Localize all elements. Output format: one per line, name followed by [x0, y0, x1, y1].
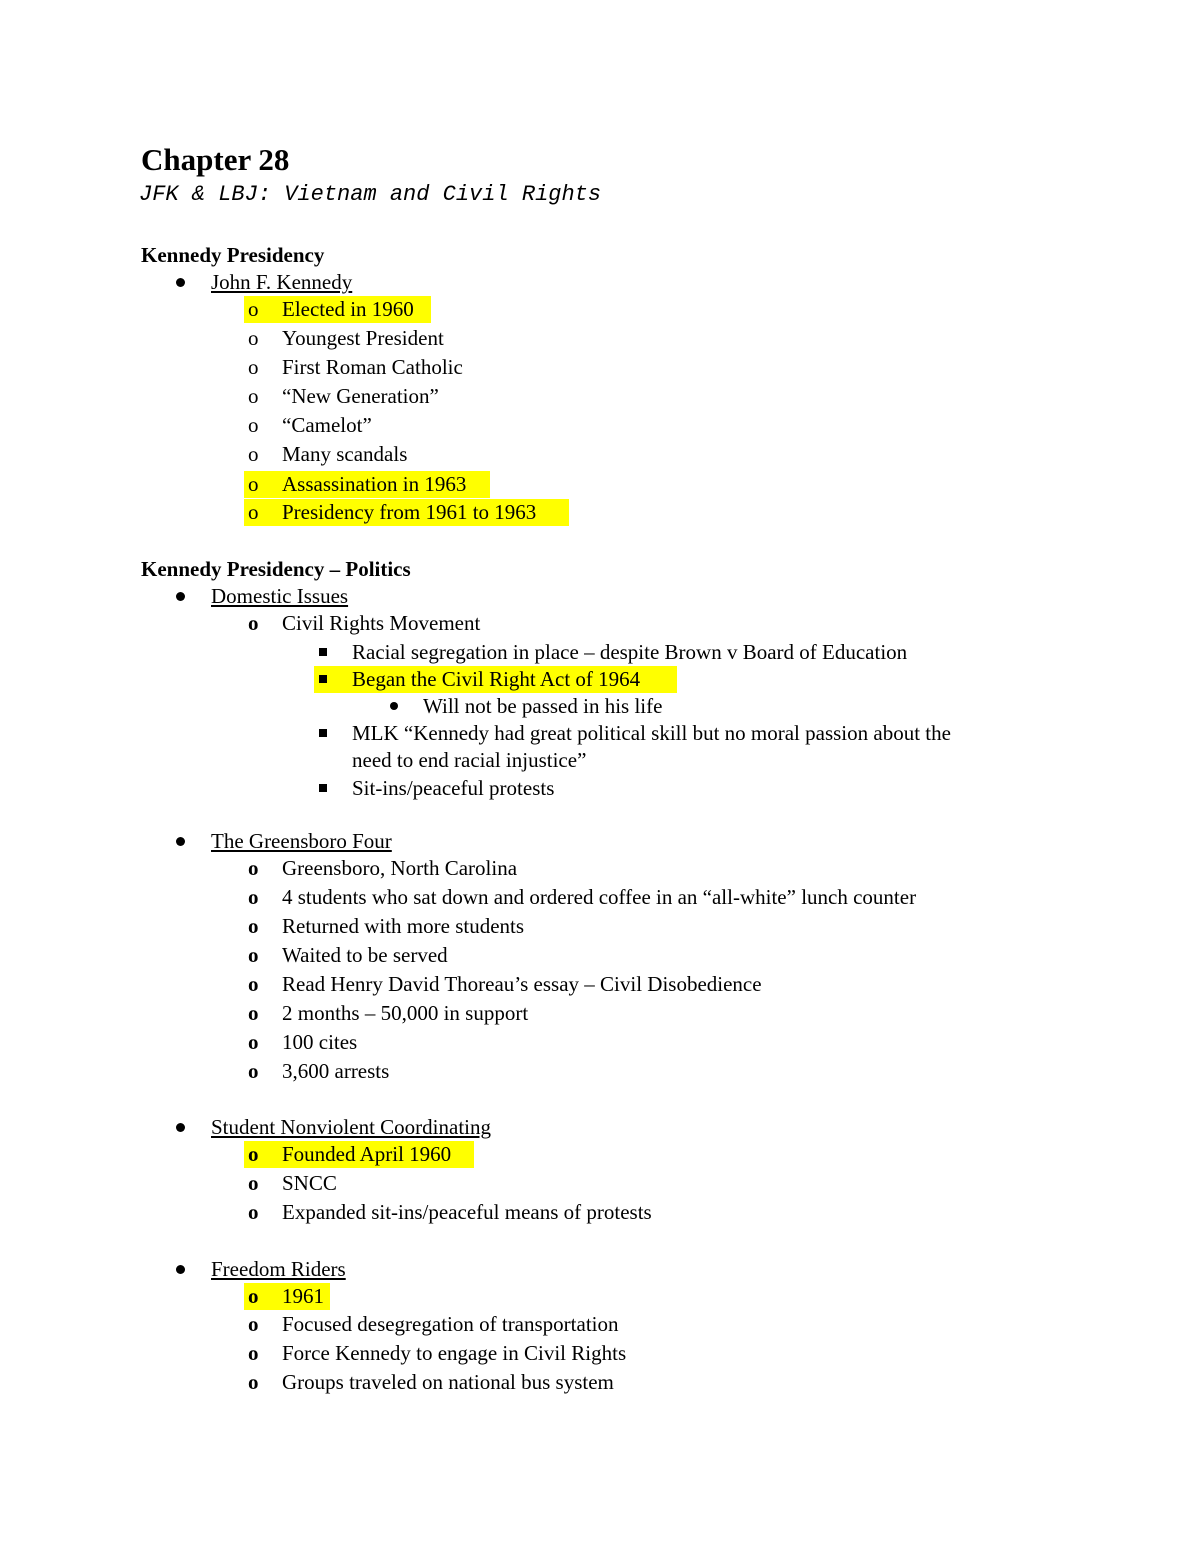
list-item-label: 100 cites — [282, 1030, 358, 1054]
list-item-label: SNCC — [282, 1171, 337, 1195]
list-item — [0, 638, 1200, 667]
bullet-icon — [390, 702, 398, 710]
list-item-label: Presidency from 1961 to 1963 — [282, 500, 537, 524]
list-item-label: 1961 — [282, 1284, 324, 1308]
list-item — [0, 353, 1200, 382]
bullet-icon: o — [248, 1171, 259, 1195]
bullet-icon: o — [248, 1200, 259, 1224]
bullet-icon: o — [248, 885, 259, 909]
list-item — [0, 1140, 1200, 1169]
bullet-icon: o — [248, 611, 259, 635]
list-item-label: need to end racial injustice” — [352, 748, 587, 772]
list-item-label: Youngest President — [282, 326, 444, 350]
bullet-icon — [176, 1265, 185, 1274]
list-item — [0, 582, 1200, 611]
list-item — [0, 268, 1200, 297]
bullet-icon: o — [248, 326, 259, 350]
list-item — [0, 883, 1200, 912]
list-item — [0, 1113, 1200, 1142]
list-item — [0, 692, 1200, 721]
bullet-icon: o — [248, 500, 259, 524]
bullet-icon: o — [248, 914, 259, 938]
bullet-icon: o — [248, 1059, 259, 1083]
list-item — [0, 1310, 1200, 1339]
page-subtitle: JFK & LBJ: Vietnam and Civil Rights — [139, 182, 602, 207]
list-item-label: Read Henry David Thoreau’s essay – Civil Disobedience — [282, 972, 762, 996]
list-item — [0, 295, 1200, 324]
list-item-label: MLK “Kennedy had great political skill but no moral passion about the — [352, 721, 951, 745]
list-item — [0, 1198, 1200, 1227]
list-item — [0, 1169, 1200, 1198]
list-item-label: Groups traveled on national bus system — [282, 1370, 614, 1394]
bullet-icon: o — [248, 1341, 259, 1365]
square-bullet-icon — [319, 784, 327, 792]
list-item — [0, 440, 1200, 469]
square-bullet-icon — [319, 648, 327, 656]
bullet-icon: o — [248, 384, 259, 408]
bullet-icon: o — [248, 355, 259, 379]
list-item-label: The Greensboro Four — [211, 829, 392, 853]
list-item — [0, 912, 1200, 941]
list-item — [0, 411, 1200, 440]
bullet-icon: o — [248, 413, 259, 437]
list-item-label: Domestic Issues — [211, 584, 349, 608]
list-item-label: 4 students who sat down and ordered coffee in an “all-white” lunch counter — [282, 885, 917, 909]
list-item-label: First Roman Catholic — [282, 355, 463, 379]
list-item-label: Civil Rights Movement — [282, 611, 481, 635]
list-item-label: John F. Kennedy — [211, 270, 353, 294]
list-item — [0, 1057, 1200, 1086]
bullet-icon: o — [248, 1001, 259, 1025]
list-item-label: Many scandals — [282, 442, 408, 466]
list-item-label: Greensboro, North Carolina — [282, 856, 518, 880]
bullet-icon: o — [248, 297, 259, 321]
list-item — [0, 999, 1200, 1028]
list-item-label: Freedom Riders — [211, 1257, 346, 1281]
list-item — [0, 382, 1200, 411]
list-item-label: 3,600 arrests — [282, 1059, 390, 1083]
list-item-label: Founded April 1960 — [282, 1142, 452, 1166]
list-item — [0, 609, 1200, 638]
square-bullet-icon — [319, 729, 327, 737]
bullet-icon: o — [248, 1312, 259, 1336]
list-item-label: 2 months – 50,000 in support — [282, 1001, 529, 1025]
list-item-label: “New Generation” — [282, 384, 439, 408]
section-heading: Kennedy Presidency – Politics — [141, 557, 411, 581]
list-item-label: Began the Civil Right Act of 1964 — [352, 667, 641, 691]
list-item-label: Racial segregation in place – despite Brown v Board of Education — [352, 640, 908, 664]
bullet-icon: o — [248, 442, 259, 466]
list-item-label: Waited to be served — [282, 943, 448, 967]
list-item — [0, 1282, 1200, 1311]
bullet-icon — [176, 1123, 185, 1132]
section-heading: Kennedy Presidency — [141, 243, 325, 267]
bullet-icon: o — [248, 1142, 259, 1166]
list-item-label: Assassination in 1963 — [282, 472, 467, 496]
bullet-icon: o — [248, 1284, 259, 1308]
bullet-icon — [176, 837, 185, 846]
list-item — [0, 827, 1200, 856]
bullet-icon: o — [248, 972, 259, 996]
bullet-icon — [176, 592, 185, 601]
page-title: Chapter 28 — [141, 142, 290, 177]
list-item — [0, 324, 1200, 353]
list-item-label: Returned with more students — [282, 914, 525, 938]
list-item-continuation — [0, 746, 1200, 775]
list-item — [0, 498, 1200, 527]
list-item — [0, 970, 1200, 999]
bullet-icon: o — [248, 1030, 259, 1054]
list-item — [0, 665, 1200, 694]
list-item-label: Focused desegregation of transportation — [282, 1312, 619, 1336]
list-item-label: Force Kennedy to engage in Civil Rights — [282, 1341, 627, 1365]
bullet-icon: o — [248, 856, 259, 880]
bullet-icon — [176, 278, 185, 287]
square-bullet-icon — [319, 675, 327, 683]
list-item — [0, 470, 1200, 499]
list-item — [0, 774, 1200, 803]
list-item — [0, 1028, 1200, 1057]
list-item — [0, 719, 1200, 748]
list-item-label: Will not be passed in his life — [423, 694, 663, 718]
list-item-label: Sit-ins/peaceful protests — [352, 776, 555, 800]
bullet-icon: o — [248, 943, 259, 967]
bullet-icon: o — [248, 1370, 259, 1394]
bullet-icon: o — [248, 472, 259, 496]
list-item — [0, 1255, 1200, 1284]
list-item-label: Student Nonviolent Coordinating — [211, 1115, 491, 1139]
list-item — [0, 854, 1200, 883]
list-item-label: Expanded sit-ins/peaceful means of protests — [282, 1200, 652, 1224]
list-item — [0, 941, 1200, 970]
list-item-label: “Camelot” — [282, 413, 372, 437]
list-item — [0, 1368, 1200, 1397]
list-item-label: Elected in 1960 — [282, 297, 414, 321]
list-item — [0, 1339, 1200, 1368]
